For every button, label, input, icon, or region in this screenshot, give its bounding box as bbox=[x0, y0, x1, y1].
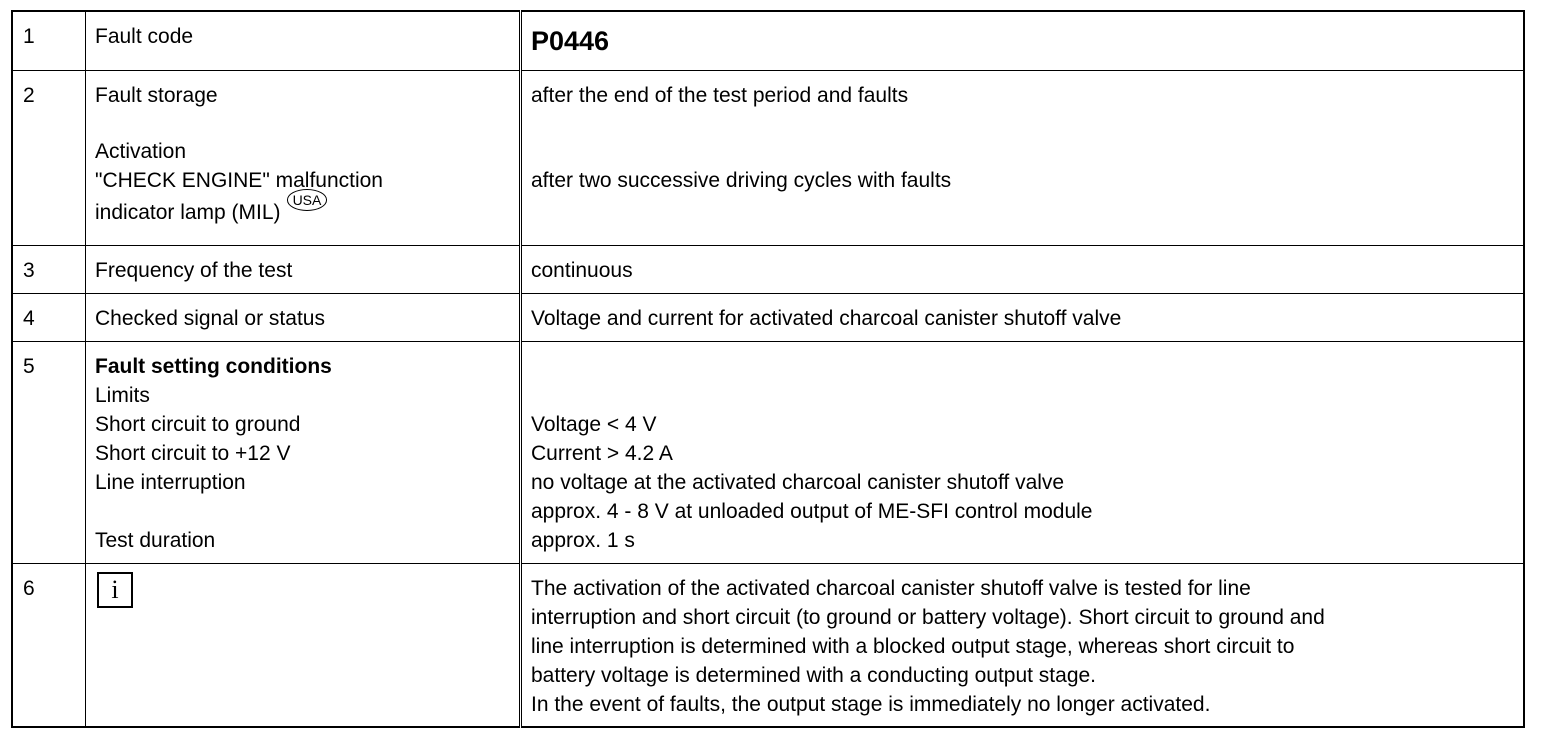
row-number: 4 bbox=[23, 307, 35, 330]
condition-label: Short circuit to +12 V bbox=[95, 442, 291, 465]
label-cell bbox=[86, 342, 521, 564]
condition-value bbox=[531, 381, 1523, 410]
table-row bbox=[12, 11, 1524, 71]
note-line: line interruption is determined with a blocked output stage, whereas short circuit to bbox=[531, 635, 1295, 658]
activation-label-line: indicator lamp (MIL) bbox=[95, 201, 281, 224]
row-number-cell bbox=[12, 71, 86, 246]
fault-code-sheet bbox=[11, 10, 1521, 728]
condition-value: no voltage at the activated charcoal canister shutoff valve bbox=[531, 471, 1065, 494]
row-number-cell bbox=[12, 11, 86, 71]
label-cell bbox=[86, 564, 521, 728]
label-cell bbox=[86, 11, 521, 71]
row-number-cell bbox=[12, 564, 86, 728]
row-number: 1 bbox=[23, 25, 35, 48]
row-number: 5 bbox=[23, 355, 35, 378]
value-cell bbox=[521, 11, 1525, 71]
info-icon: i bbox=[97, 572, 133, 608]
condition-label: Test duration bbox=[95, 529, 216, 552]
condition-value: approx. 1 s bbox=[531, 529, 635, 552]
condition-label bbox=[95, 497, 519, 526]
row-number: 3 bbox=[23, 259, 35, 282]
fault-code-table bbox=[11, 10, 1525, 728]
fault-setting-heading: Fault setting conditions bbox=[95, 355, 332, 378]
usa-badge-icon: USA bbox=[287, 189, 328, 211]
condition-value: approx. 4 - 8 V at unloaded output of ME-SFI control module bbox=[531, 500, 1093, 523]
row-label: Frequency of the test bbox=[95, 259, 293, 282]
row-value: continuous bbox=[531, 259, 633, 282]
note-line: The activation of the activated charcoal canister shutoff valve is tested for line bbox=[531, 577, 1251, 600]
condition-label: Line interruption bbox=[95, 471, 246, 494]
row-number-cell bbox=[12, 246, 86, 294]
row-label: Checked signal or status bbox=[95, 307, 325, 330]
value-cell bbox=[521, 246, 1525, 294]
condition-label: Short circuit to ground bbox=[95, 413, 301, 436]
row-number-cell bbox=[12, 342, 86, 564]
table-row bbox=[12, 564, 1524, 728]
row-value: Voltage and current for activated charcoal canister shutoff valve bbox=[531, 307, 1122, 330]
row-number-cell bbox=[12, 294, 86, 342]
value-cell bbox=[521, 342, 1525, 564]
row-value: after the end of the test period and faults bbox=[531, 84, 909, 107]
value-cell bbox=[521, 294, 1525, 342]
label-cell bbox=[86, 294, 521, 342]
condition-label: Limits bbox=[95, 384, 150, 407]
note-line: battery voltage is determined with a conducting output stage. bbox=[531, 664, 1097, 687]
activation-label-line: "CHECK ENGINE" malfunction bbox=[95, 169, 383, 192]
table-row bbox=[12, 246, 1524, 294]
row-number: 6 bbox=[23, 577, 35, 600]
condition-value bbox=[531, 352, 1523, 381]
condition-value: Current > 4.2 A bbox=[531, 442, 673, 465]
activation-value: after two successive driving cycles with faults bbox=[531, 169, 952, 192]
activation-label: Activation bbox=[95, 140, 187, 163]
row-number: 2 bbox=[23, 84, 35, 107]
row-label: Fault code bbox=[95, 25, 194, 48]
fault-code-value: P0446 bbox=[531, 26, 610, 56]
label-cell bbox=[86, 71, 521, 246]
value-cell bbox=[521, 71, 1525, 246]
value-cell bbox=[521, 564, 1525, 728]
note-line: interruption and short circuit (to ground or battery voltage). Short circuit to ground and bbox=[531, 606, 1325, 629]
table-row bbox=[12, 71, 1524, 246]
condition-value: Voltage < 4 V bbox=[531, 413, 657, 436]
row-label: Fault storage bbox=[95, 84, 218, 107]
table-row bbox=[12, 294, 1524, 342]
label-cell bbox=[86, 246, 521, 294]
note-line: In the event of faults, the output stage is immediately no longer activated. bbox=[531, 693, 1211, 716]
table-row bbox=[12, 342, 1524, 564]
